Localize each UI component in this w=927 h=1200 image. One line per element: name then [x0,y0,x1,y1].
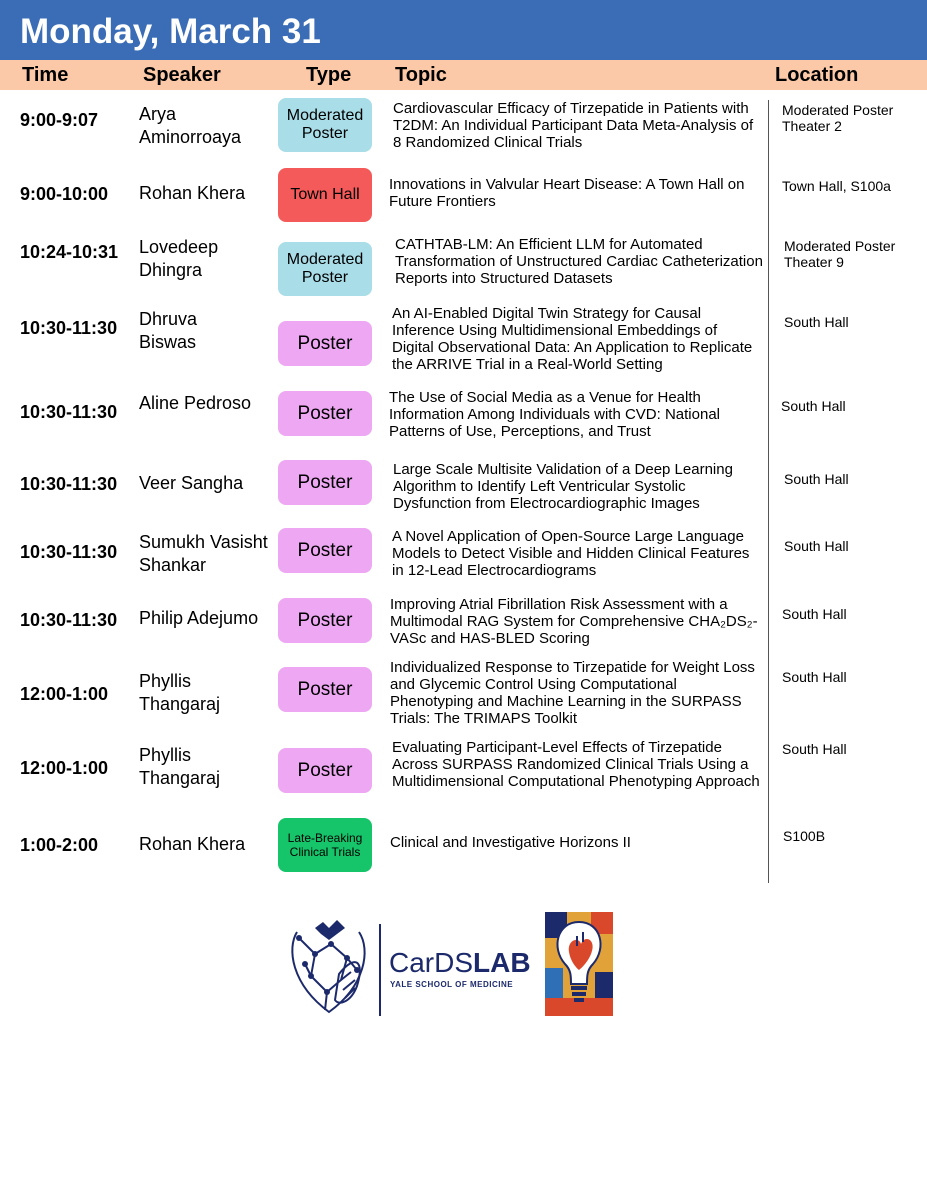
session-type-badge: Poster [278,391,372,436]
session-type-badge: Moderated Poster [278,98,372,152]
session-type-badge: Poster [278,748,372,793]
session-location: South Hall [782,606,847,622]
column-header-location: Location [775,64,859,86]
lab-subtitle: YALE SCHOOL OF MEDICINE [390,980,514,989]
session-topic: An AI-Enabled Digital Twin Strategy for Causal Inference Using Multidimensional Embeddings of Digital Observational Data: An Application to Replicate the ARRIVE Trial in a Real-World Setting [392,305,753,373]
session-topic: Improving Atrial Fibrillation Risk Assessment with a Multimodal RAG System for Comprehensive CHA₂DS₂-VASc and HAS-BLED Scoring [390,596,758,647]
session-time: 10:30-11:30 [20,474,118,494]
location-divider [768,100,769,883]
session-time: 1:00-2:00 [20,835,99,855]
session-speaker: Rohan Khera [139,183,246,203]
lab-name-cards: CarDS [389,947,474,978]
session-topic: Clinical and Investigative Horizons II [390,834,631,851]
session-location: South Hall [781,398,846,414]
session-speaker: Rohan Khera [139,834,246,854]
session-time: 12:00-1:00 [20,758,109,778]
session-speaker: Phyllis Thangaraj [139,671,221,714]
session-time: 9:00-9:07 [20,110,99,130]
session-speaker: Dhruva Biswas [139,309,198,352]
session-location: S100B [783,828,826,844]
session-location: Town Hall, S100a [782,178,891,194]
session-speaker: Sumukh Vasisht Shankar [139,532,268,575]
footer-logos [285,910,615,1020]
lab-name-lab: LAB [473,947,531,978]
session-location: South Hall [784,471,849,487]
session-type-badge: Poster [278,460,372,505]
heart-network-logo [285,914,373,1018]
session-type-badge: Poster [278,598,372,643]
session-location: Moderated Poster Theater 2 [782,102,894,134]
title-bar [0,0,927,60]
heart-lightbulb-icon [545,912,613,1016]
session-time: 10:30-11:30 [20,318,118,338]
session-type-badge: Late-Breaking Clinical Trials [278,818,372,872]
session-type-badge: Poster [278,667,372,712]
session-topic: Large Scale Multisite Validation of a Deep Learning Algorithm to Identify Left Ventricular Systolic Dysfunction from Electrocardiographic Images [393,461,733,512]
session-type-badge: Moderated Poster [278,242,372,296]
column-header-speaker: Speaker [143,64,221,86]
session-time: 10:30-11:30 [20,542,118,562]
session-speaker: Lovedeep Dhingra [139,237,219,280]
lab-name [389,948,531,978]
column-header-topic: Topic [395,64,447,86]
session-topic: Evaluating Participant-Level Effects of Tirzepatide Across SURPASS Randomized Clinical Trials Using a Multidimensional Computational Phenotyping Approach [392,739,760,790]
session-topic: CATHTAB-LM: An Efficient LLM for Automated Transformation of Unstructured Cardiac Catheterization Reports into Structured Datasets [395,236,763,287]
session-time: 12:00-1:00 [20,684,109,704]
column-header-type: Type [306,64,352,86]
session-speaker: Arya Aminorroaya [139,104,242,147]
session-time: 10:30-11:30 [20,402,118,422]
session-location: South Hall [784,538,849,554]
session-topic: The Use of Social Media as a Venue for Health Information Among Individuals with CVD: National Patterns of Use, Perceptions, and Trust [389,389,720,440]
column-header-time: Time [22,64,69,86]
session-location: South Hall [784,314,849,330]
session-topic: Individualized Response to Tirzepatide for Weight Loss and Glycemic Control Using Computational Phenotyping and Machine Learning in the SURPASS Trials: The TRIMAPS Toolkit [390,659,755,727]
session-speaker: Philip Adejumo [139,608,259,628]
session-location: South Hall [782,741,847,757]
session-topic: Innovations in Valvular Heart Disease: A Town Hall on Future Frontiers [389,176,745,210]
session-speaker: Aline Pedroso [139,393,252,413]
session-time: 10:24-10:31 [20,242,119,262]
page-title: Monday, March 31 [20,12,321,51]
column-header-bar [0,60,927,90]
session-speaker: Phyllis Thangaraj [139,745,221,788]
session-topic: A Novel Application of Open-Source Large Language Models to Detect Visible and Hidden Clinical Features in 12-Lead Electrocardiograms [392,528,750,579]
session-time: 10:30-11:30 [20,610,118,630]
session-topic: Cardiovascular Efficacy of Tirzepatide in Patients with T2DM: An Individual Participant Data Meta-Analysis of 8 Randomized Clinical Trials [393,100,754,151]
session-location: South Hall [782,669,847,685]
session-type-badge: Poster [278,321,372,366]
session-location: Moderated Poster Theater 9 [784,238,896,270]
logo-divider [379,924,381,1016]
session-type-badge: Town Hall [278,168,372,222]
session-speaker: Veer Sangha [139,473,244,493]
session-time: 9:00-10:00 [20,184,109,204]
session-type-badge: Poster [278,528,372,573]
